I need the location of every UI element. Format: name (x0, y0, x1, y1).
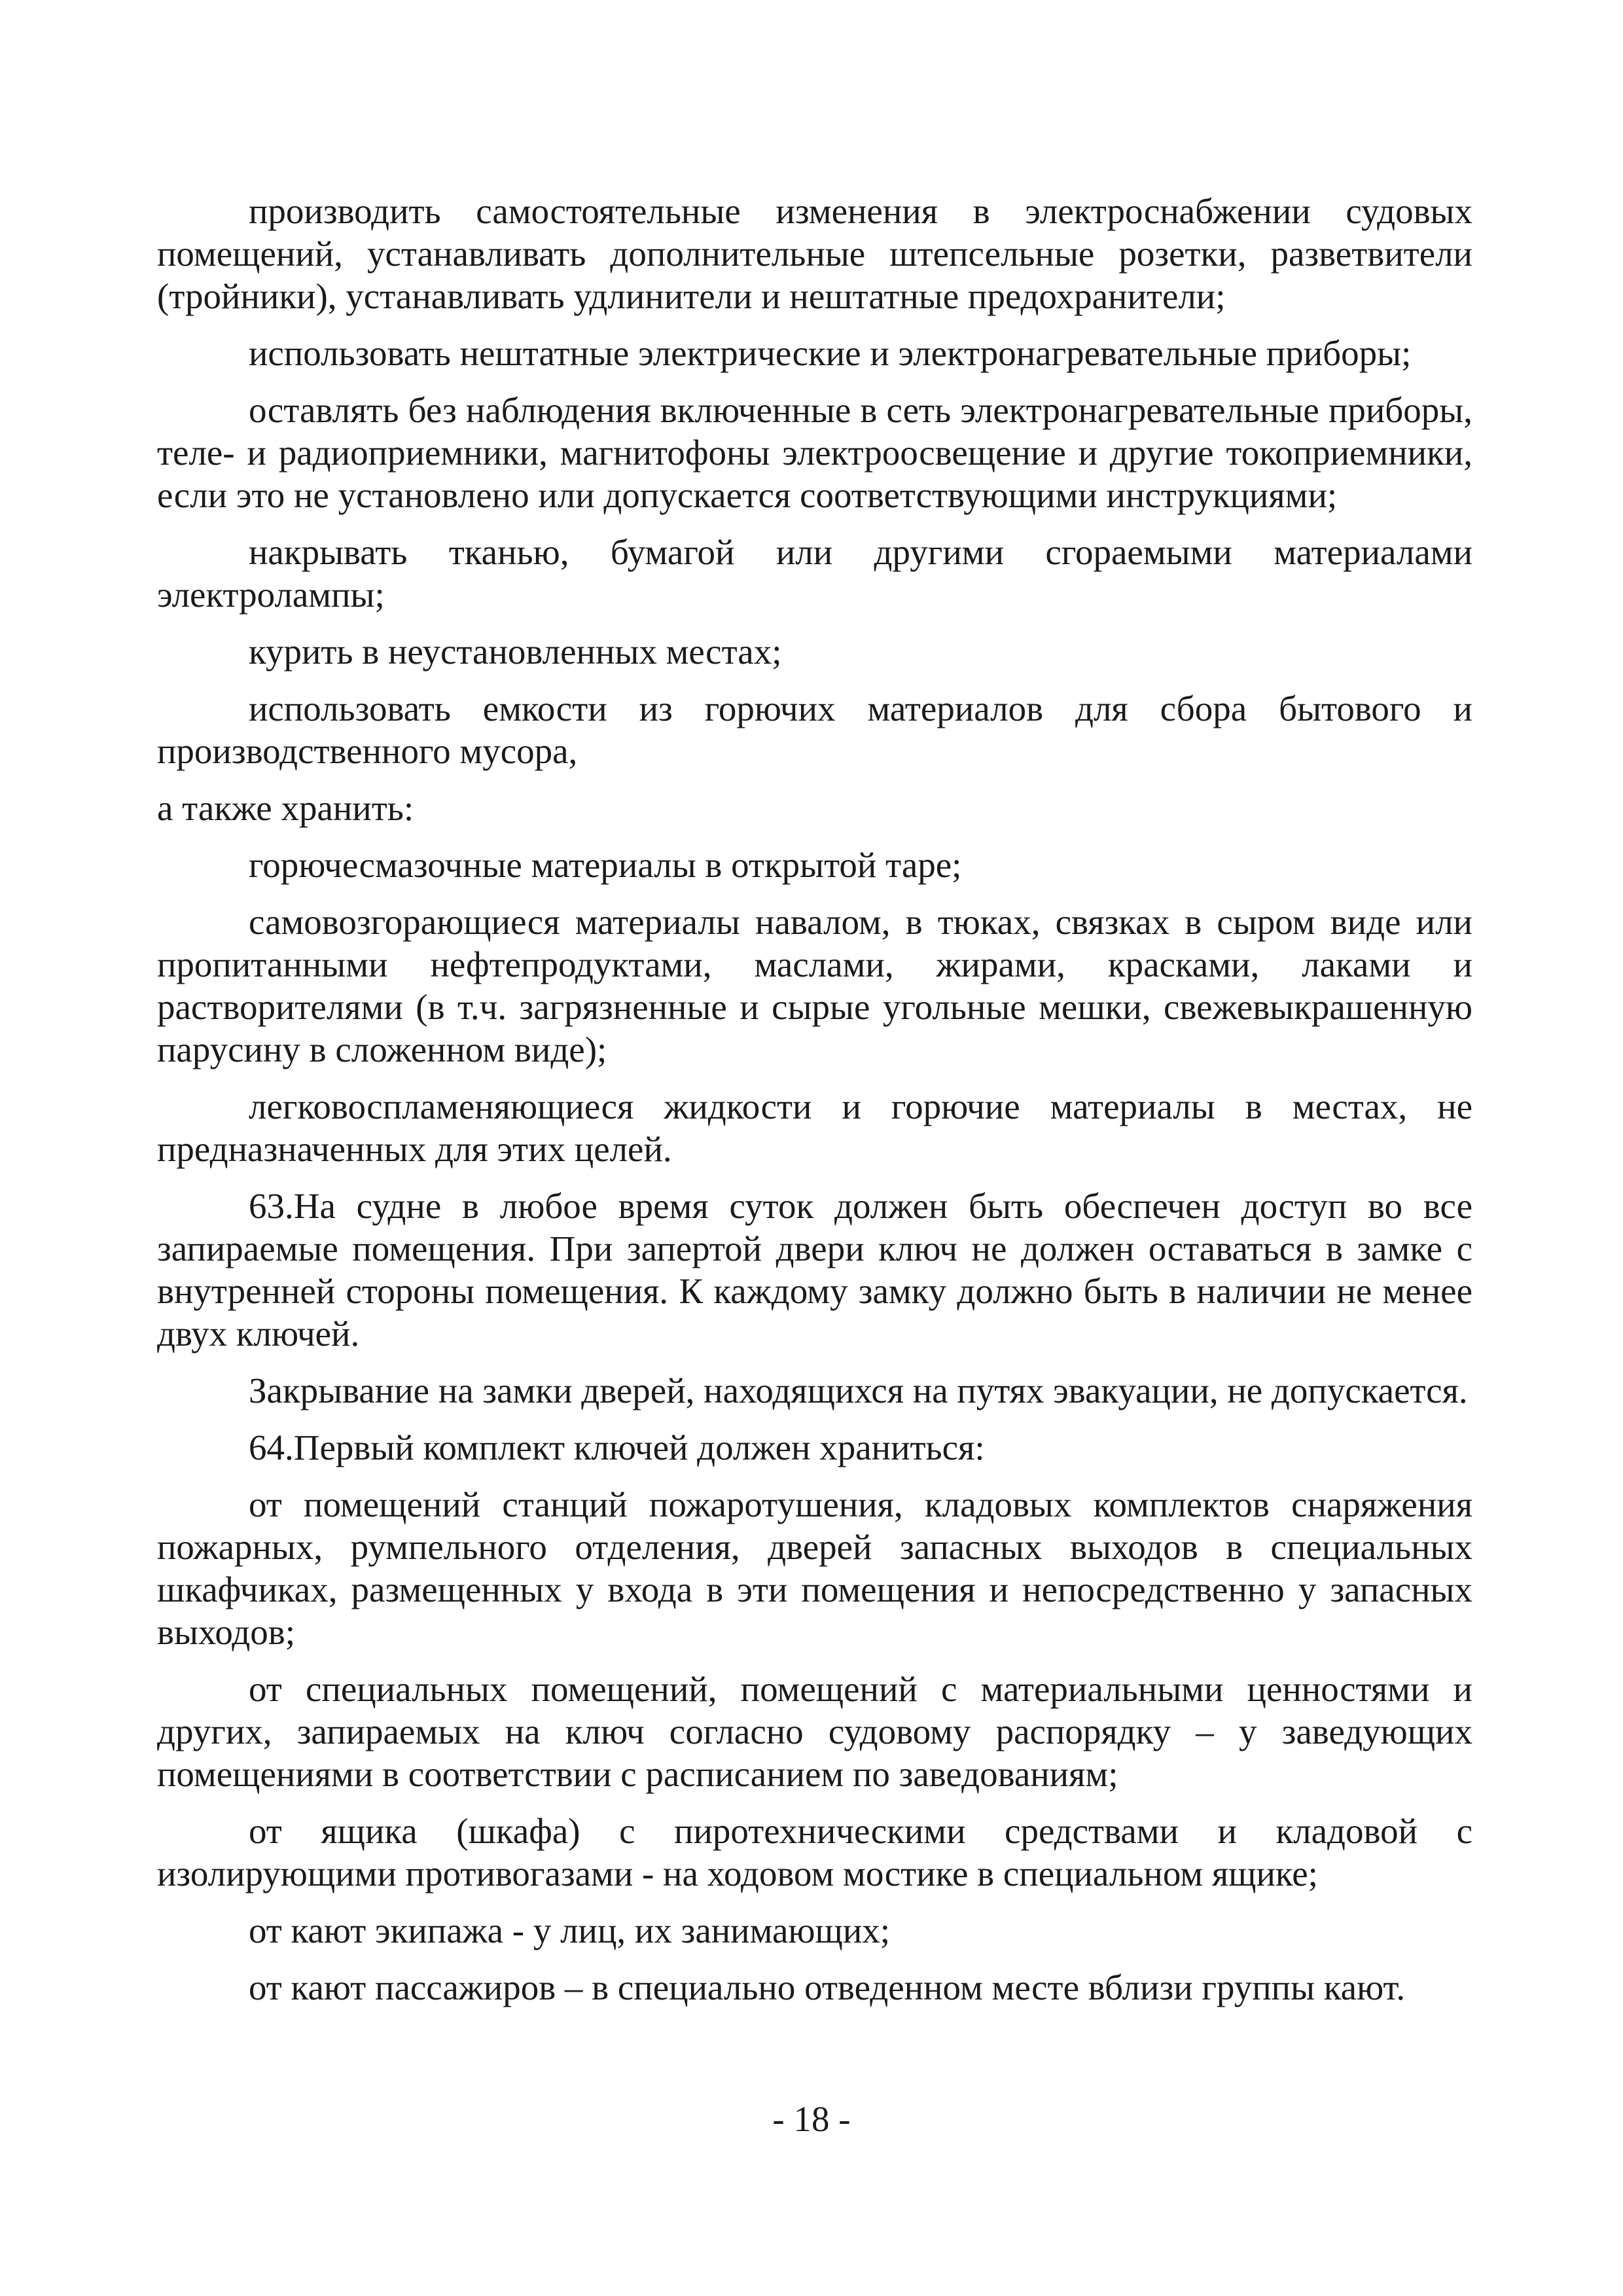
numbered-item-64 (157, 1426, 1472, 1469)
list-item: от кают пассажиров – в специально отведенном месте вблизи группы кают. (249, 1967, 1406, 2007)
page-number: - 18 - (772, 2099, 851, 2139)
paragraph: использовать емкости из горючих материалов для сбора бытового и производственного мусора, (157, 689, 1472, 771)
document-page (157, 190, 1472, 2023)
list-item: от специальных помещений, помещений с материальными ценностями и других, запираемых на ключ согласно судовому распорядку – у заведующих помещениями в соответствии с расписанием по заведованиям; (157, 1669, 1472, 1794)
list-item: от кают экипажа - у лиц, их занимающих; (249, 1910, 891, 1950)
paragraph: использовать нештатные электрические и электронагревательные приборы; (249, 333, 1412, 373)
item-number: 63. (249, 1186, 294, 1226)
paragraph: горючесмазочные материалы в открытой таре; (249, 845, 962, 885)
paragraph: курить в неустановленных местах; (249, 632, 782, 672)
paragraph: оставлять без наблюдения включенные в сеть электронагревательные приборы, теле- и радиоприемники, магнитофоны электроосвещение и другие токоприемники, если это не установлено или допускается соответствующими инструкциями; (157, 390, 1472, 515)
paragraph: легковоспламеняющиеся жидкости и горючие материалы в местах, не предназначенных для этих целей. (157, 1086, 1472, 1169)
paragraph: а также хранить: (157, 788, 414, 828)
numbered-item-63 (157, 1185, 1472, 1355)
item-number: 64. (249, 1427, 294, 1467)
item-text: Первый комплект ключей должен храниться: (293, 1427, 985, 1467)
paragraph: Закрывание на замки дверей, находящихся на путях эвакуации, не допускается. (249, 1371, 1468, 1410)
paragraph: накрывать тканью, бумагой или другими сгораемыми материалами электролампы; (157, 532, 1472, 615)
item-text: На судне в любое время суток должен быть обеспечен доступ во все запираемые помещения. При запертой двери ключ не должен оставаться в замке с внутренней стороны помещения. К каждому замку должно быть в наличии не менее двух ключей. (157, 1186, 1472, 1354)
list-item: от помещений станций пожаротушения, кладовых комплектов снаряжения пожарных, румпельного отделения, дверей запасных выходов в специальных шкафчиках, размещенных у входа в эти помещения и непосредственно у запасных выходов; (157, 1484, 1472, 1652)
paragraph: самовозгорающиеся материалы навалом, в тюках, связках в сыром виде или пропитанными нефтепродуктами, маслами, жирами, красками, лаками и растворителями (в т.ч. загрязненные и сырые угольные мешки, свежевыкрашенную парусину в сложенном виде); (157, 902, 1472, 1069)
list-item: от ящика (шкафа) с пиротехническими средствами и кладовой с изолирующими противогазами - на ходовом мостике в специальном ящике; (157, 1811, 1472, 1893)
paragraph: производить самостоятельные изменения в электроснабжении судовых помещений, устанавливать дополнительные штепсельные розетки, разветвители (тройники), устанавливать удлинители и нештатные предохранители; (157, 191, 1472, 316)
